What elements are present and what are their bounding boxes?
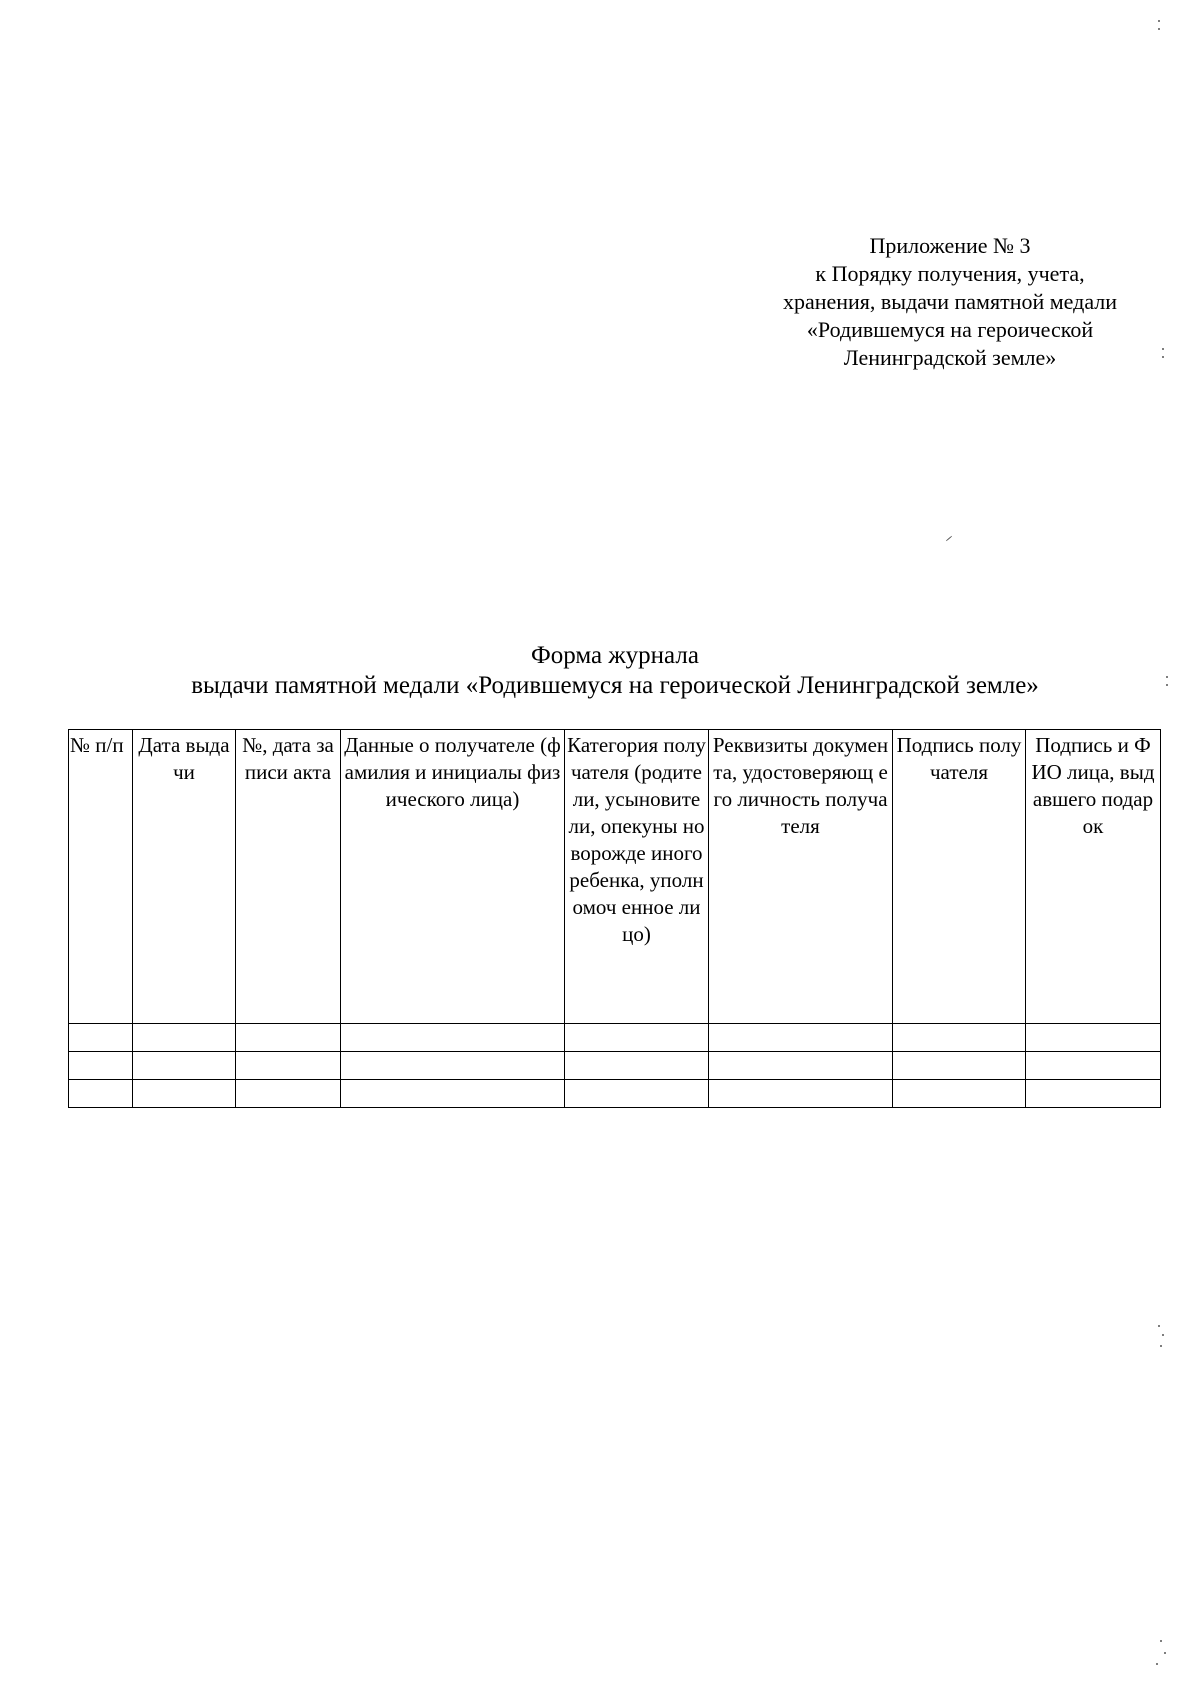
table-cell[interactable] [709,1052,893,1080]
form-heading [60,641,1170,701]
header-cell-recipient-category: Категория получателя (родители, усыновите ли, опекуны новорожде иного ребенка, уполномоч енное лицо) [565,730,709,1024]
table-cell[interactable] [133,1052,236,1080]
form-subtitle: выдачи памятной медали «Родившемуся на героической Ленинградской земле» [191,672,1039,699]
table-cell[interactable] [565,1024,709,1052]
appendix-note [750,232,1150,372]
appendix-line: «Родившемуся на героической [806,317,1094,342]
header-cell-number: № п/п [69,730,133,1024]
table-row [69,1024,1161,1052]
table-cell[interactable] [341,1052,565,1080]
table-cell[interactable] [69,1080,133,1108]
appendix-line: к Порядку получения, учета, [815,261,1085,286]
header-cell-recipient-data: Данные о получателе (фамилия и инициалы физического лица) [341,730,565,1024]
appendix-line: Приложение № 3 [869,233,1031,258]
table-cell[interactable] [69,1024,133,1052]
table-cell[interactable] [341,1024,565,1052]
table-cell[interactable] [133,1080,236,1108]
scan-speck [946,536,953,542]
table-row [69,1052,1161,1080]
header-cell-act-record: №, дата записи акта [236,730,341,1024]
appendix-line: Ленинградской земле» [843,345,1057,370]
table-cell[interactable] [709,1080,893,1108]
scan-speck [1162,1334,1164,1336]
scan-speck [1160,1640,1162,1642]
appendix-line: хранения, выдачи памятной медали [782,289,1118,314]
table-cell[interactable] [69,1052,133,1080]
table-header-row [69,730,1161,1024]
table-cell[interactable] [565,1052,709,1080]
header-cell-id-document: Реквизиты документа, удостоверяющ его личность получателя [709,730,893,1024]
header-cell-recipient-signature: Подпись получателя [893,730,1026,1024]
scan-speck [1164,1652,1166,1654]
table-cell[interactable] [1026,1080,1161,1108]
table-cell[interactable] [236,1052,341,1080]
journal-table [68,729,1161,1108]
scan-speck [1156,1663,1158,1665]
table-cell[interactable] [565,1080,709,1108]
form-title: Форма журнала [531,642,699,669]
scan-speck [1160,1345,1162,1347]
table-cell[interactable] [133,1024,236,1052]
scan-speck [1162,348,1164,350]
scan-speck [1158,1325,1160,1327]
table-cell[interactable] [341,1080,565,1108]
scan-speck [1166,684,1168,686]
table-cell[interactable] [236,1024,341,1052]
header-cell-issue-date: Дата выдачи [133,730,236,1024]
table-row [69,1080,1161,1108]
scan-speck [1158,28,1160,30]
table-cell[interactable] [709,1024,893,1052]
header-cell-issuer-signature: Подпись и ФИО лица, выдавшего подарок [1026,730,1161,1024]
scan-speck [1166,676,1168,678]
table-cell[interactable] [893,1024,1026,1052]
scan-speck [1162,356,1164,358]
table-cell[interactable] [893,1080,1026,1108]
table-cell[interactable] [893,1052,1026,1080]
scan-speck [1158,20,1160,22]
table-cell[interactable] [1026,1052,1161,1080]
table-cell[interactable] [1026,1024,1161,1052]
table-cell[interactable] [236,1080,341,1108]
